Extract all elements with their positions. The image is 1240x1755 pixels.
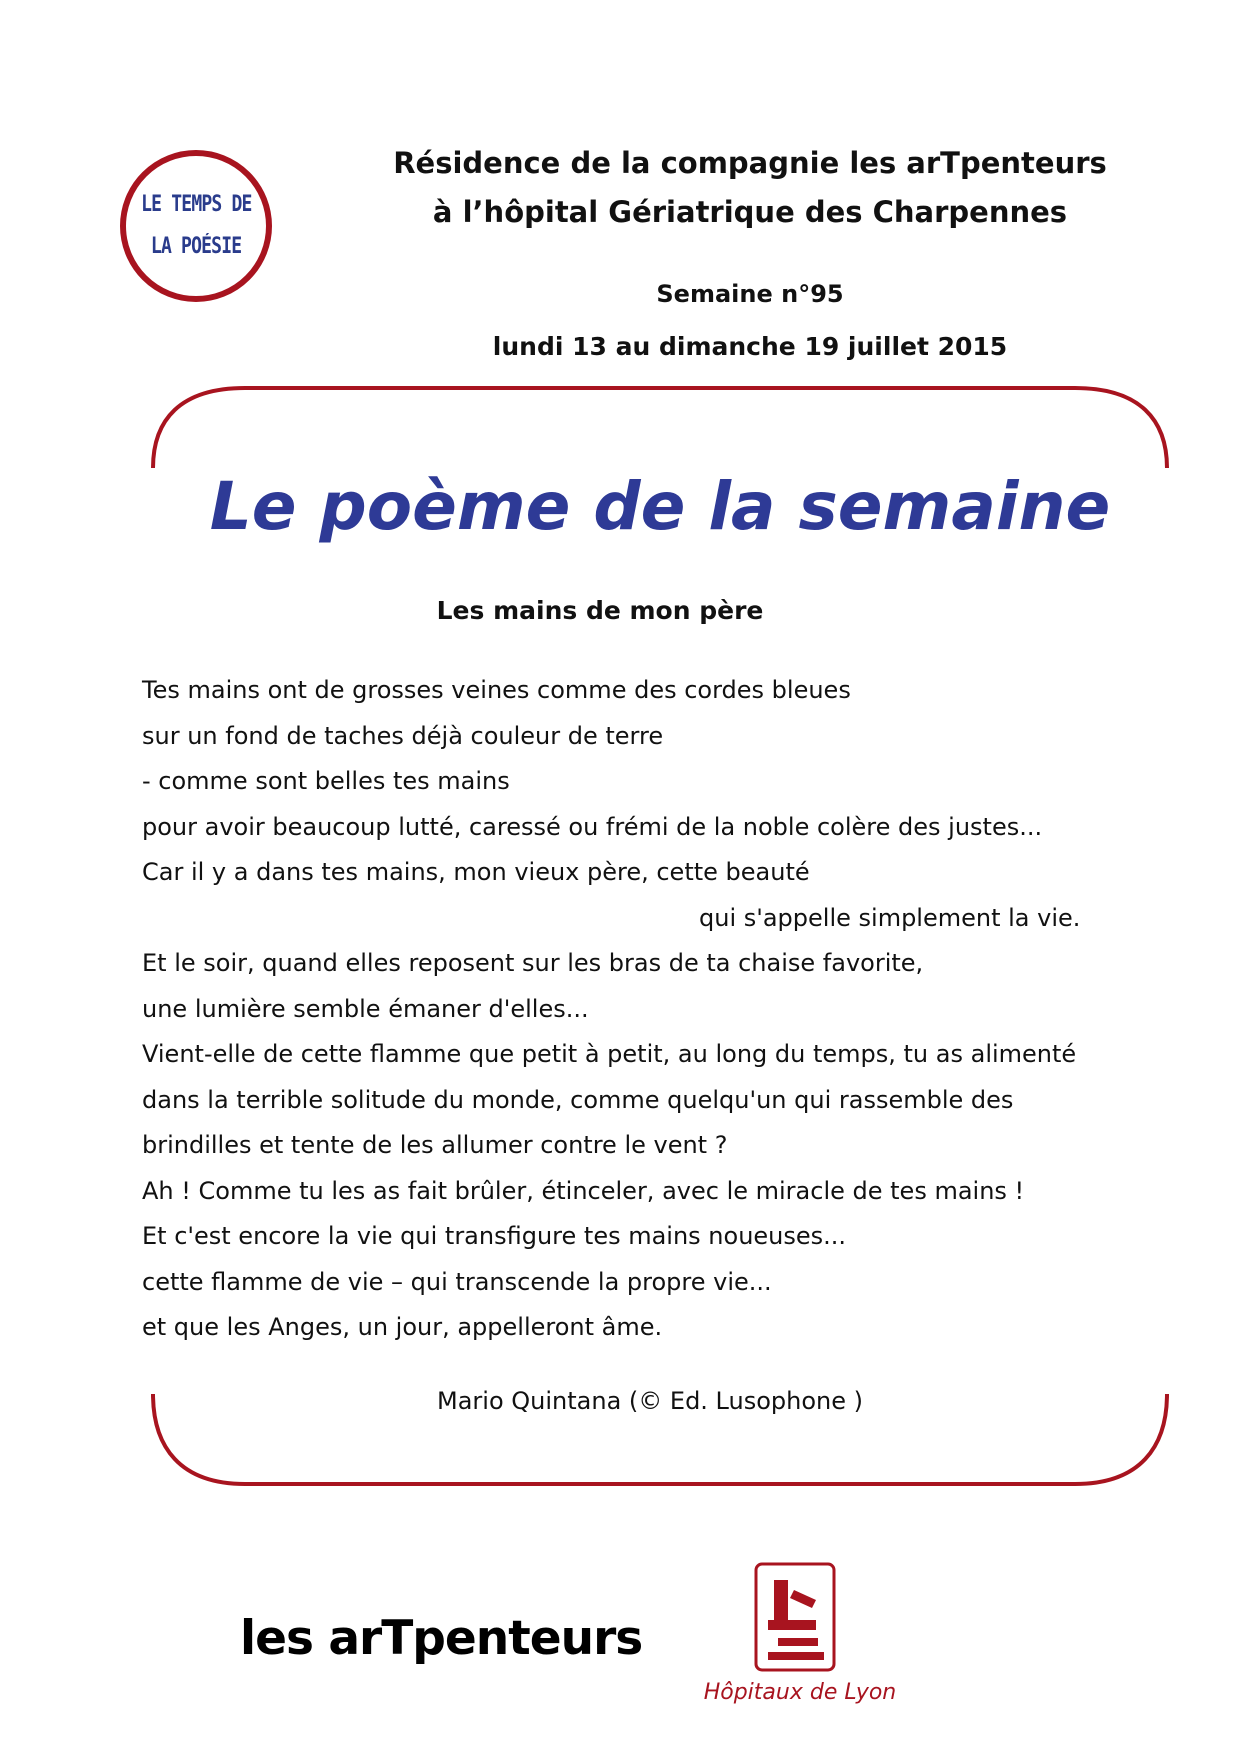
main-title: Le poème de la semaine xyxy=(209,468,1111,545)
frame-bottom-arc xyxy=(150,1392,1170,1492)
poem-line: Et le soir, quand elles reposent sur les bras de ta chaise favorite, xyxy=(142,949,924,977)
week-dates: lundi 13 au dimanche 19 juillet 2015 xyxy=(492,332,1008,361)
hopitaux-de-lyon-caption: Hôpitaux de Lyon xyxy=(703,1680,897,1705)
poem-line: cette flamme de vie – qui transcende la propre vie... xyxy=(142,1267,772,1296)
artpenteurs-logo: les arTpenteurs xyxy=(240,1611,643,1666)
poem-line: brindilles et tente de les allumer contre le vent ? xyxy=(142,1131,728,1159)
poem-line: Tes mains ont de grosses veines comme des cordes bleues xyxy=(142,676,851,704)
frame-top-arc xyxy=(150,380,1170,470)
poem-line: et que les Anges, un jour, appelleront âme. xyxy=(142,1313,663,1341)
badge-line-1: LE TEMPS DE xyxy=(140,192,252,218)
poem-line: une lumière semble émaner d'elles... xyxy=(142,994,589,1023)
poem-line: Vient-elle de cette flamme que petit à petit, au long du temps, tu as alimenté xyxy=(142,1040,1077,1068)
poem-body xyxy=(142,668,1192,1351)
poem-line: Et c'est encore la vie qui transfigure tes mains noueuses... xyxy=(142,1222,847,1250)
badge-line-2: LA POÉSIE xyxy=(150,234,242,259)
poem-line: Car il y a dans tes mains, mon vieux père, cette beauté xyxy=(142,858,810,886)
header-residence-line: Résidence de la compagnie les arTpenteurs xyxy=(393,146,1107,180)
week-number: Semaine n°95 xyxy=(656,280,844,308)
poem-line: Ah ! Comme tu les as fait brûler, étinceler, avec le miracle de tes mains ! xyxy=(142,1176,1025,1205)
le-temps-de-la-poesie-badge xyxy=(120,150,272,302)
header-hospital-line: à l’hôpital Gériatrique des Charpennes xyxy=(432,195,1068,229)
poem-line: sur un fond de taches déjà couleur de terre xyxy=(142,721,664,750)
poem-line: qui s'appelle simplement la vie. xyxy=(699,903,1081,932)
poem-line: dans la terrible solitude du monde, comme quelqu'un qui rassemble des xyxy=(142,1085,1014,1114)
poem-line: - comme sont belles tes mains xyxy=(142,767,510,795)
poem-line: pour avoir beaucoup lutté, caressé ou frémi de la noble colère des justes... xyxy=(142,812,1043,841)
poem-title: Les mains de mon père xyxy=(436,596,764,625)
poem-author: Mario Quintana (© Ed. Lusophone ) xyxy=(437,1387,863,1415)
